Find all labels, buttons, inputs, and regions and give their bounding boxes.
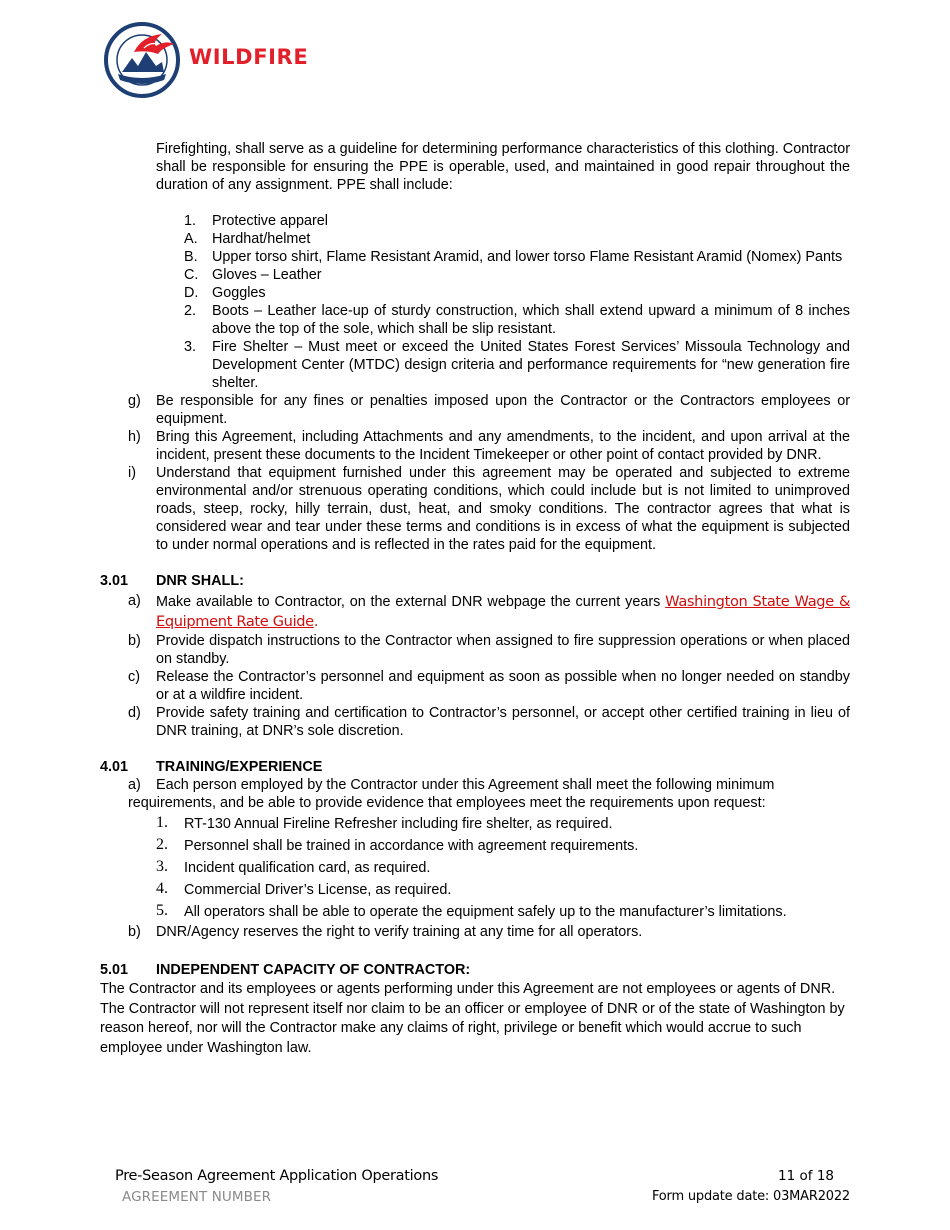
ppe-subitem-letter: B. <box>184 249 198 265</box>
training-intro-text <box>128 776 850 812</box>
dnr-item-label: c) <box>128 669 140 685</box>
ppe-item-text: Boots – Leather lace-up of sturdy construction, which shall extend upward a minimum of 8 inches above the top of the sole, which shall be slip resistant. <box>212 303 850 337</box>
contractor-item-label: h) <box>128 429 141 445</box>
wage-rate-guide-link[interactable]: Washington State Wage & Equipment Rate Guide <box>156 593 850 630</box>
training-list-text: All operators shall be able to operate the equipment safely up to the manufacturer’s limitations. <box>184 904 787 920</box>
contractor-items <box>100 392 850 554</box>
section-3-heading <box>100 572 850 590</box>
training-list-text: RT-130 Annual Fireline Refresher including fire shelter, as required. <box>184 816 613 832</box>
wildfire-wordmark: WILDFIRE <box>189 45 309 69</box>
dnr-item-text: Release the Contractor’s personnel and equipment as soon as possible when no longer needed on standby or at a wildfire incident. <box>156 669 850 703</box>
dnr-logo <box>104 22 184 98</box>
ppe-list <box>100 212 850 392</box>
training-list-number: 1. <box>156 814 168 831</box>
ppe-subitem-text: Gloves – Leather <box>212 267 322 283</box>
ppe-subitem <box>184 284 850 302</box>
contractor-item-label: g) <box>128 393 141 409</box>
contractor-item-label: i) <box>128 465 136 481</box>
dnr-item-label: b) <box>128 633 141 649</box>
section-title: DNR SHALL: <box>156 573 244 589</box>
dnr-item-text: Provide dispatch instructions to the Contractor when assigned to fire suppression operations or when placed on standby. <box>156 633 850 667</box>
section-number: 5.01 <box>100 962 129 978</box>
ppe-subitem <box>184 266 850 284</box>
dnr-item <box>100 592 850 632</box>
training-list-text: Commercial Driver’s License, as required. <box>184 882 452 898</box>
dnr-item <box>100 704 850 740</box>
dnr-item-label: a) <box>128 593 141 609</box>
training-list-text: Personnel shall be trained in accordance with agreement requirements. <box>184 838 639 854</box>
footer-agreement-number: AGREEMENT NUMBER <box>122 1189 272 1205</box>
ppe-item-text: Fire Shelter – Must meet or exceed the United States Forest Services’ Missoula Technology and Development Center (MTDC) design criteria and performance requirements for “new generation fire shelter. <box>212 339 850 391</box>
section-5-heading <box>100 961 850 979</box>
training-list-item <box>100 834 850 856</box>
ppe-subitem <box>184 230 850 248</box>
footer-page-number: 11 of 18 <box>778 1168 834 1184</box>
training-list-item <box>100 812 850 834</box>
contractor-item <box>100 428 850 464</box>
training-item-b-label: b) <box>128 924 141 940</box>
ppe-item <box>100 212 850 302</box>
training-intro-label: a) <box>128 777 141 793</box>
training-intro <box>100 776 850 812</box>
ppe-subitem-letter: A. <box>184 231 198 247</box>
dnr-item <box>100 668 850 704</box>
training-list <box>100 812 850 922</box>
footer-form-update: Form update date: 03MAR2022 <box>651 1189 850 1204</box>
ppe-subitem <box>184 248 850 266</box>
footer-title: Pre-Season Agreement Application Operations <box>115 1168 439 1184</box>
training-intro-body: Each person employed by the Contractor under this Agreement shall meet the following minimum requirements, and be able to provide evidence that employees meet the requirements upon request: <box>128 777 775 811</box>
contractor-item <box>100 464 850 554</box>
ppe-subitem-text: Hardhat/helmet <box>212 231 311 247</box>
document-body <box>100 140 850 1058</box>
ppe-intro: Firefighting, shall serve as a guideline for determining performance characteristics of this clothing. Contractor shall be responsible for ensuring the PPE is operable, used, and maintained in good repair throughout the duration of any assignment. PPE shall include: <box>156 141 850 193</box>
training-item-b-text: DNR/Agency reserves the right to verify training at any time for all operators. <box>156 924 643 940</box>
ppe-subitem-letter: C. <box>184 267 199 283</box>
dnr-item-a-text: Make available to Contractor, on the external DNR webpage the current years <box>156 594 666 610</box>
training-list-item <box>100 878 850 900</box>
ppe-item <box>100 338 850 392</box>
ppe-item <box>100 302 850 338</box>
section-number: 4.01 <box>100 759 129 775</box>
training-list-item <box>100 900 850 922</box>
contractor-item-text: Be responsible for any fines or penalties imposed upon the Contractor or the Contractors employees or equipment. <box>156 393 850 427</box>
contractor-item-text: Bring this Agreement, including Attachments and any amendments, to the incident, and upon arrival at the incident, present these documents to the Incident Timekeeper or other point of contact provided by DNR. <box>156 429 850 463</box>
training-list-number: 2. <box>156 836 168 853</box>
training-list-number: 3. <box>156 858 168 875</box>
dnr-item-a-after: . <box>313 614 319 630</box>
ppe-item-number: 3. <box>184 339 197 355</box>
dnr-item-text: Provide safety training and certification to Contractor’s personnel, or accept other certified training in lieu of DNR training, at DNR’s sole discretion. <box>156 705 850 739</box>
ppe-item-text: Protective apparel <box>212 213 328 229</box>
ppe-subitem-text: Goggles <box>212 285 266 301</box>
section-title: INDEPENDENT CAPACITY OF CONTRACTOR: <box>156 962 471 978</box>
ppe-item-number: 2. <box>184 303 197 319</box>
dnr-item <box>100 632 850 668</box>
ppe-item-number: 1. <box>184 213 197 229</box>
training-list-number: 4. <box>156 880 168 897</box>
section-4-heading <box>100 758 850 776</box>
contractor-item <box>100 392 850 428</box>
dnr-item-label: d) <box>128 705 141 721</box>
section-number: 3.01 <box>100 573 129 589</box>
dnr-seal-icon <box>104 22 184 98</box>
training-list-number: 5. <box>156 902 168 919</box>
ppe-subitem-letter: D. <box>184 285 199 301</box>
section-5-text: The Contractor and its employees or agents performing under this Agreement are not employees or agents of DNR. The Contractor will not represent itself nor claim to be an officer or employee of DNR or of the state of Washington by reason hereof, nor will the Contractor make any claims of right, privilege or benefit which would accrue to such employee under Washington law. <box>100 981 845 1056</box>
dnr-item-text <box>156 592 850 632</box>
ppe-subitem-text: Upper torso shirt, Flame Resistant Aramid, and lower torso Flame Resistant Aramid (Nomex) Pants <box>212 249 843 265</box>
training-list-item <box>100 856 850 878</box>
training-item-b <box>100 923 850 941</box>
contractor-item-text: Understand that equipment furnished under this agreement may be operated and subjected to extreme environmental and/or strenuous operating conditions, which could include but is not limited to unimproved roads, steep, rocky, hilly terrain, dust, heat, and smoky conditions. The contractor agrees that what is considered wear and tear under these terms and conditions is in excess of what the equipment is subjected to under normal operations and is reflected in the rates paid for the equipment. <box>156 465 850 553</box>
section-title: TRAINING/EXPERIENCE <box>156 759 323 775</box>
training-list-text: Incident qualification card, as required. <box>184 860 431 876</box>
